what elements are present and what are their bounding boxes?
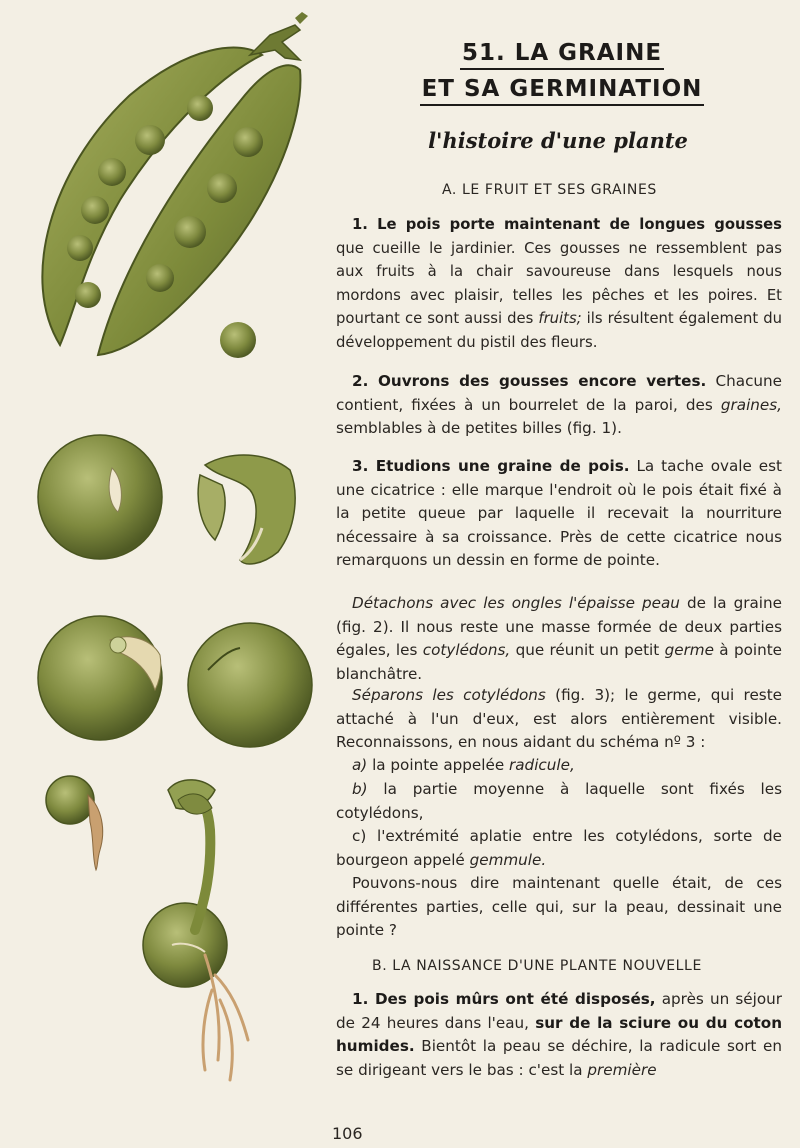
paragraph-b1 bbox=[336, 988, 782, 1082]
cotyledon-germ-figure bbox=[38, 616, 162, 740]
paragraph-a4 bbox=[336, 592, 782, 686]
paragraph-a4-em-2: cotylédons, bbox=[422, 641, 511, 660]
paragraph-a3 bbox=[336, 455, 782, 573]
paragraph-a2 bbox=[336, 370, 782, 441]
paragraph-a1-em: fruits; bbox=[538, 310, 582, 328]
paragraph-b1-em: première bbox=[587, 1060, 657, 1079]
paragraph-a4-text: de la graine (fig. 2). Il nous reste une masse formée de deux parties égales, les bbox=[336, 594, 782, 660]
paragraph-b1-lead: 1. Des pois mûrs ont été disposés, bbox=[352, 990, 656, 1008]
paragraph-a2-text: Chacune contient, fixées à un bourrelet de la paroi, des bbox=[336, 372, 783, 414]
list-item-a bbox=[336, 754, 782, 778]
paragraph-a1-text-2: ils résultent également du développement du pistil des fleurs. bbox=[336, 310, 782, 351]
list-item-b-text: la partie moyenne à laquelle sont fixés les cotylédons, bbox=[336, 780, 783, 822]
paragraph-a3-text: La tache ovale est une cicatrice : elle marque l'endroit où le pois était fixé à la petite queue par laquelle il recevait la nourriture nécessaire à sa croissance. Près de cette cicatrice nous remarquons un dessin en forme de pointe. bbox=[336, 457, 783, 570]
list-item-a-em: radicule, bbox=[509, 756, 575, 774]
list-item-c-letter: c) bbox=[352, 827, 367, 845]
paragraph-a4-text-3: à pointe blanchâtre. bbox=[336, 641, 783, 683]
lesson-subtitle: l'histoire d'une plante bbox=[428, 128, 688, 153]
germinating-pea-figure bbox=[46, 776, 103, 870]
list-item-b-letter: b) bbox=[352, 780, 368, 798]
paragraph-b1-bold-2: sur de la sciure ou du coton humides. bbox=[336, 1013, 783, 1056]
paragraph-b1-text-2: Bientôt la peau se déchire, la radicule sort en se dirigeant vers le bas : c'est la bbox=[336, 1037, 782, 1079]
paragraph-b1-text: après un séjour de 24 heures dans l'eau, bbox=[336, 990, 783, 1032]
list-item-c-em: gemmule. bbox=[469, 850, 547, 869]
cotyledon-figure bbox=[188, 623, 312, 747]
paragraph-a4-em-3: germe bbox=[664, 641, 714, 660]
paragraph-a5-em: Séparons les cotylédons bbox=[352, 686, 546, 704]
section-a-heading: A. LE FRUIT ET SES GRAINES bbox=[442, 182, 657, 198]
paragraph-a5 bbox=[336, 684, 782, 755]
whole-seed-figure bbox=[38, 435, 162, 559]
paragraph-a2-text-2: semblables à de petites billes (fig. 1). bbox=[336, 419, 622, 438]
paragraph-a6 bbox=[336, 872, 782, 943]
list-item-c-text: l'extrémité aplatie entre les cotylédons, sorte de bourgeon appelé bbox=[336, 827, 782, 869]
paragraph-a2-lead: 2. Ouvrons des gousses encore vertes. bbox=[352, 372, 707, 390]
list-item-c bbox=[336, 825, 782, 872]
title-line-2: ET SA GERMINATION bbox=[420, 74, 705, 106]
pea-illustrations bbox=[0, 0, 330, 1100]
seed-skin-figure bbox=[198, 455, 295, 564]
paragraph-a6-text: Pouvons-nous dire maintenant quelle était, de ces différentes parties, celle qui, sur la peau, dessinait une pointe ? bbox=[336, 874, 782, 940]
seedling-figure bbox=[143, 780, 248, 1080]
paragraph-a3-lead: 3. Etudions une graine de pois. bbox=[352, 457, 630, 475]
paragraph-a4-text-2: que réunit un petit bbox=[515, 641, 660, 660]
page-number: 106 bbox=[332, 1124, 363, 1143]
loose-pea bbox=[220, 322, 256, 358]
paragraph-a1 bbox=[336, 213, 782, 355]
paragraph-a1-text: que cueille le jardinier. Ces gousses ne ressemblent pas aux fruits à la chair savoureuse dans lesquels nous mordons avec plaisir, telles les pêches et les poires. Et pourtant ce sont aussi des bbox=[336, 239, 782, 328]
paragraph-a1-lead: 1. Le pois porte maintenant de longues gousses bbox=[352, 216, 782, 233]
paragraph-a2-em: graines, bbox=[720, 395, 782, 414]
list-item-a-letter: a) bbox=[352, 756, 368, 774]
open-pea-pod-figure bbox=[42, 12, 308, 355]
paragraph-a4-em: Détachons avec les ongles l'épaisse peau bbox=[352, 594, 680, 612]
title-line-1: 51. LA GRAINE bbox=[460, 38, 664, 70]
paragraph-a5-text: (fig. 3); le germe, qui reste attaché à l'un d'eux, est alors entièrement visible. Reconnaissons, en nous aidant du schéma nº 3 : bbox=[336, 686, 782, 752]
lesson-title bbox=[410, 38, 714, 106]
list-item-a-text: la pointe appelée bbox=[372, 756, 505, 774]
section-b-heading: B. LA NAISSANCE D'UNE PLANTE NOUVELLE bbox=[372, 958, 702, 974]
list-item-b bbox=[336, 778, 782, 825]
